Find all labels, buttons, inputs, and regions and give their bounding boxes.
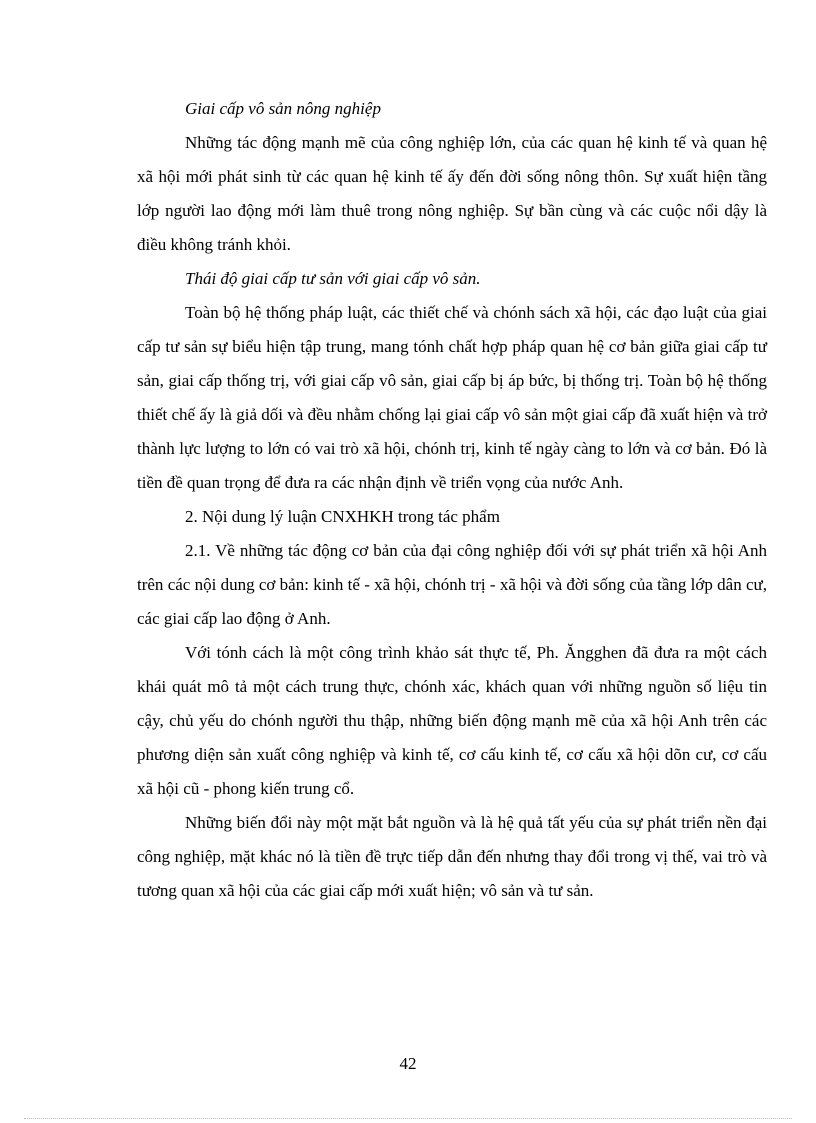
section-heading-theory-content: 2. Nội dung lý luận CNXHKH trong tác phẩm (185, 507, 500, 526)
page-bottom-divider (24, 1118, 792, 1119)
paragraph-industry-impact: Những tác động mạnh mẽ của công nghiệp lớn, của các quan hệ kinh tế và quan hệ xã hội mới phát sinh từ các quan hệ kinh tế ấy đến đời sống nông thôn. Sự xuất hiện tầng lớp người lao động mới làm thuê trong nông nghiệp. Sự bần cùng và các cuộc nổi dậy là điều không tránh khỏi. (137, 133, 767, 254)
paragraph-changes: Những biến đổi này một mặt bắt nguồn và là hệ quả tất yếu của sự phát triển nền đại công nghiệp, mặt khác nó là tiền đề trực tiếp dẫn đến nhưng thay đổi trong vị thế, vai trò và tương quan xã hội của các giai cấp mới xuất hiện; vô sản và tư sản. (137, 813, 767, 900)
subheading-rural-proletariat: Giai cấp vô sản nông nghiệp (185, 99, 381, 118)
subheading-bourgeois-attitude: Thái độ giai cấp tư sản với giai cấp vô sản. (185, 269, 481, 288)
paragraph-legal-system: Toàn bộ hệ thống pháp luật, các thiết chế và chónh sách xã hội, các đạo luật của giai cấp tư sản sự biểu hiện tập trung, mang tónh chất hợp pháp quan hệ cơ bản giữa giai cấp tư sản, giai cấp thống trị, với giai cấp vô sản, giai cấp bị áp bức, bị thống trị. Toàn bộ hệ thống thiết chế ấy là giả dối và đều nhằm chống lại giai cấp vô sản một giai cấp đã xuất hiện và trở thành lực lượng to lớn có vai trò xã hội, chónh trị, kinh tế ngày càng to lớn và cơ bản. Đó là tiền đề quan trọng để đưa ra các nhận định về triển vọng của nước Anh. (137, 303, 767, 492)
page-body (137, 92, 767, 908)
paragraph-engels-survey: Với tónh cách là một công trình khảo sát thực tế, Ph. Ăngghen đã đưa ra một cách khái quát mô tả một cách trung thực, chónh xác, khách quan với những nguồn số liệu tin cậy, chủ yếu do chónh người thu thập, những biến động mạnh mẽ của xã hội Anh trên các phương diện sản xuất công nghiệp và kinh tế, cơ cấu kinh tế, cơ cấu xã hội dõn cư, cơ cấu xã hội cũ - phong kiến trung cổ. (137, 643, 767, 798)
paragraph-section-2-1: 2.1. Về những tác động cơ bản của đại công nghiệp đối với sự phát triển xã hội Anh trên các nội dung cơ bản: kinh tế - xã hội, chónh trị - xã hội và đời sống của tầng lớp dân cư, các giai cấp lao động ở Anh. (137, 541, 767, 628)
page-number: 42 (399, 1054, 417, 1073)
